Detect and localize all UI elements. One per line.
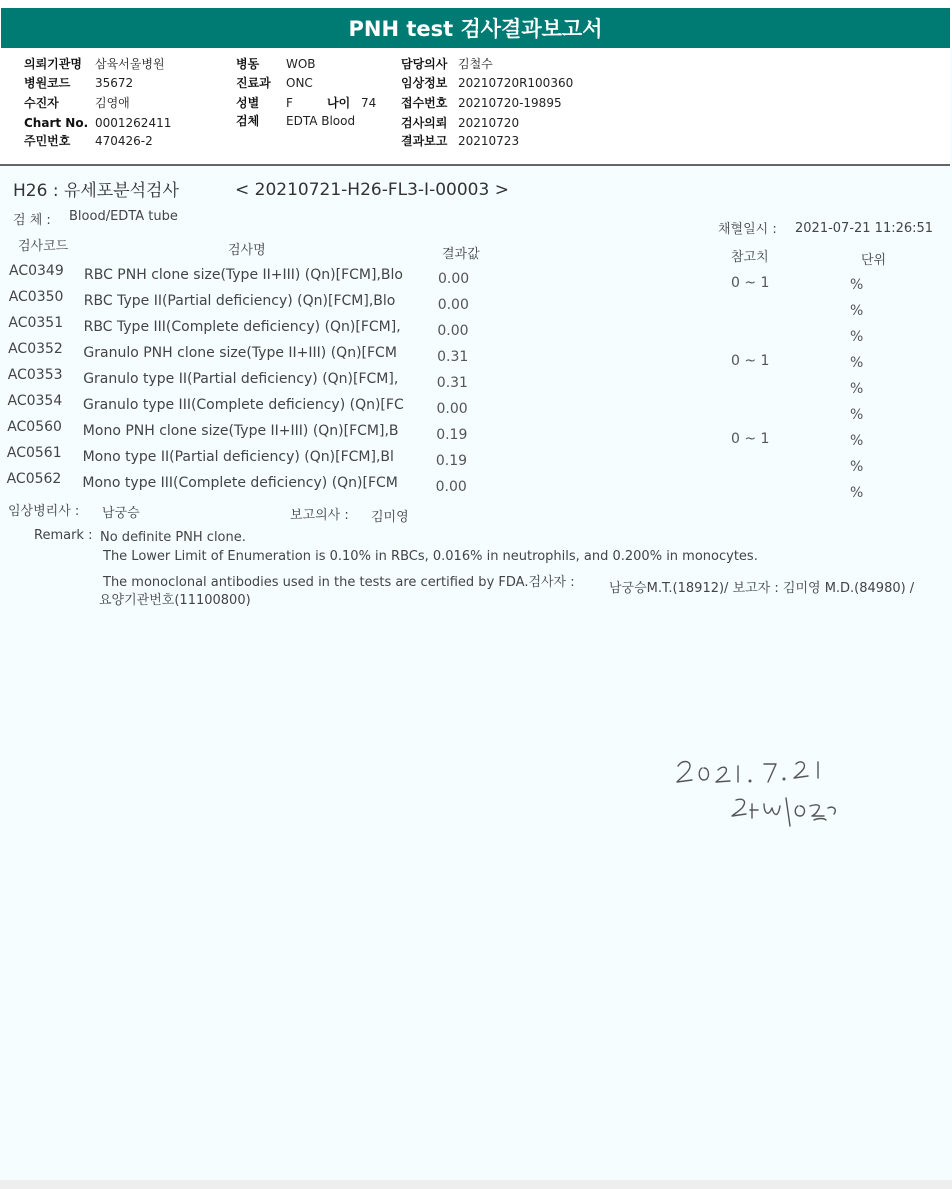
cell-unit: % [850,459,864,475]
col1-label: 주민번호 [24,134,71,148]
col3-label: 검사의뢰 [401,116,448,130]
col3-value: 20210720-19895 [458,96,562,110]
col2-value: WOB [286,57,316,71]
col1-label: 병원코드 [24,76,71,90]
col1-value: 삼육서울병원 [95,57,165,71]
col3-label: 임상정보 [401,76,448,90]
cell-result: 0.00 [438,271,470,287]
cell-unit: % [850,355,864,371]
col3-value: 20210723 [458,134,520,148]
col1-label: 수진자 [24,96,59,110]
col2-label: 진료과 [236,76,271,90]
doctor-name: 김미영 [371,510,409,525]
cell-name: Granulo type III(Complete deficiency) (Qn)[FC [83,397,404,413]
collect-label: 채혈일시 : [718,222,777,237]
handwritten-signature [728,790,848,830]
col2-label: 성별 [236,96,260,110]
cell-unit: % [850,433,864,449]
specimen-label: 검 체 : [13,213,51,228]
col-code-header: 검사코드 [18,239,69,254]
cell-code: AC0561 [6,445,62,461]
cell-unit: % [850,407,864,423]
col2-label: 검체 [236,114,260,128]
cell-code: AC0562 [6,471,62,487]
col2-value: ONC [286,76,313,90]
remark-line-2: The Lower Limit of Enumeration is 0.10% in RBCs, 0.016% in neutrophils, and 0.200% in monocytes. [103,549,758,564]
col-unit-header: 단위 [861,253,887,268]
cell-name: Mono type III(Complete deficiency) (Qn)[FCM [82,475,398,491]
remark-line-4: 요양기관번호(11100800) [99,593,251,608]
remark-line-3b: 남궁승M.T.(18912)/ 보고자 : 김미영 M.D.(84980) / [609,581,915,596]
col1-value: 김영애 [95,96,130,110]
doctor-label: 보고의사 : [290,508,349,523]
age-value: 74 [361,96,377,110]
cell-ref: 0 ~ 1 [731,431,770,447]
col3-value: 20210720R100360 [458,76,574,90]
cell-name: RBC Type II(Partial deficiency) (Qn)[FCM],Blo [83,293,396,309]
col2-label: 병동 [236,57,260,71]
col1-value: 470426-2 [95,134,153,148]
specimen-value: Blood/EDTA tube [69,209,178,224]
col1-value: 35672 [95,76,134,90]
cell-code: AC0560 [7,419,62,435]
cell-result: 0.00 [435,479,467,495]
col3-label: 접수번호 [401,96,448,110]
col-result-header: 결과값 [442,247,480,262]
col2-value: F [286,96,293,110]
report-title: PNH test 검사결과보고서 [1,8,950,48]
cell-result: 0.31 [436,375,468,391]
cell-code: AC0351 [8,315,64,331]
col3-label: 결과보고 [401,134,448,148]
cell-unit: % [850,303,864,319]
patient-info-panel [0,48,950,166]
cell-ref: 0 ~ 1 [731,275,770,291]
col-ref-header: 참고치 [731,250,769,265]
cell-unit: % [850,329,864,345]
cell-result: 0.00 [437,297,469,313]
section-id: < 20210721-H26-FL3-I-00003 > [235,180,509,200]
col1-label: 의뢰기관명 [24,57,82,71]
col-name-header: 검사명 [228,243,266,258]
cell-name: RBC Type III(Complete deficiency) (Qn)[FCM], [83,319,401,335]
cell-unit: % [850,485,864,501]
cell-unit: % [850,381,864,397]
collect-value: 2021-07-21 11:26:51 [795,221,934,236]
pathologist-label: 임상병리사 : [8,504,80,519]
cell-code: AC0354 [7,393,63,409]
cell-code: AC0352 [8,341,63,357]
cell-name: Granulo PNH clone size(Type II+III) (Qn)[FCM [83,345,397,361]
col1-label: Chart No. [24,116,89,130]
cell-code: AC0350 [8,289,64,305]
remark-line-3a: The monoclonal antibodies used in the tests are certified by FDA.검사자 : [103,575,575,590]
remark-line-1: No definite PNH clone. [100,530,246,545]
cell-code: AC0353 [7,367,63,383]
col3-value: 김철수 [458,57,493,71]
pathologist-name: 남궁승 [102,506,140,521]
cell-name: Granulo type II(Partial deficiency) (Qn)[FCM], [83,371,399,387]
cell-code: AC0349 [9,263,64,279]
handwritten-date [672,752,842,794]
col2-value: EDTA Blood [286,114,356,128]
section-title: H26 : 유세포분석검사 [13,181,179,201]
cell-result: 0.19 [435,453,468,469]
col3-label: 담당의사 [401,57,448,71]
cell-unit: % [850,277,864,293]
cell-result: 0.31 [437,349,469,365]
cell-name: Mono type II(Partial deficiency) (Qn)[FCM],Bl [82,449,394,465]
cell-result: 0.00 [437,323,469,339]
remark-label: Remark : [34,528,93,543]
age-label: 나이 [327,96,351,110]
col1-value: 0001262411 [95,116,172,130]
cell-name: Mono PNH clone size(Type II+III) (Qn)[FCM],B [82,423,399,439]
cell-name: RBC PNH clone size(Type II+III) (Qn)[FCM],Blo [84,267,403,283]
cell-result: 0.19 [436,427,468,443]
col3-value: 20210720 [458,116,520,130]
cell-ref: 0 ~ 1 [731,353,770,369]
cell-result: 0.00 [436,401,468,417]
